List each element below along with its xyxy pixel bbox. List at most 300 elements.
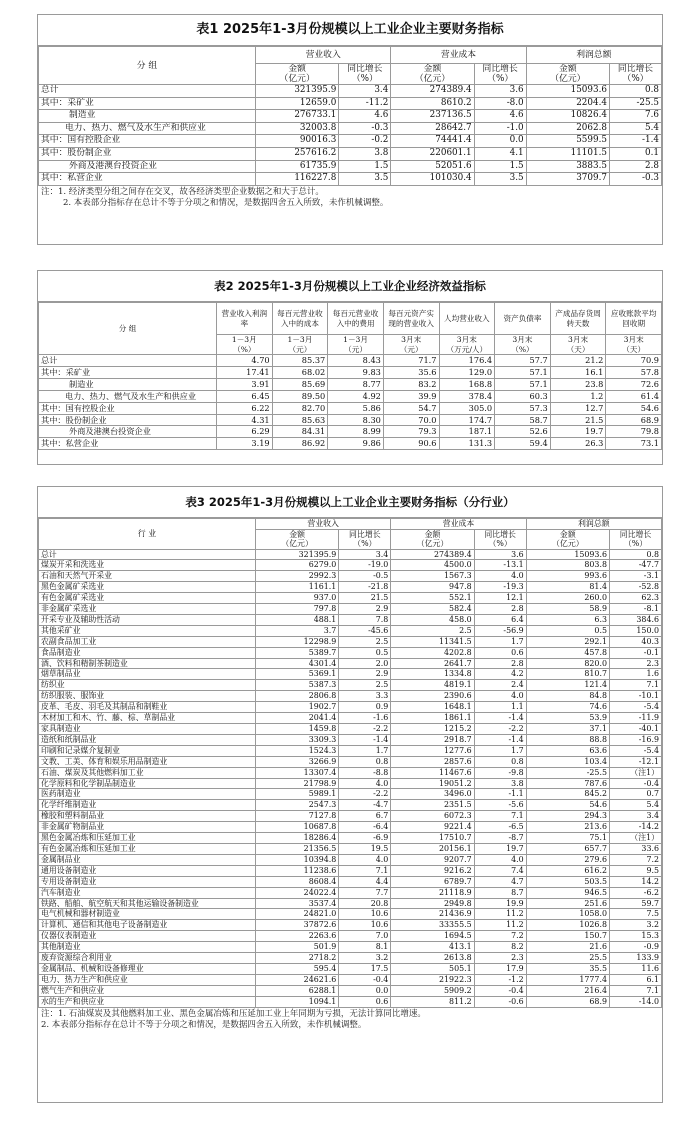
table-row bbox=[39, 898, 662, 909]
cell-value: 14.2 bbox=[609, 876, 661, 887]
table-1-title: 表1 2025年1-3月份规模以上工业企业主要财务指标 bbox=[38, 15, 662, 46]
cell-value: 10687.8 bbox=[256, 822, 339, 833]
cell-value: 9207.7 bbox=[391, 854, 474, 865]
subheader-amount-unit: （亿元） bbox=[550, 74, 586, 84]
cell-value: 13307.4 bbox=[256, 767, 339, 778]
cell-value: 25.5 bbox=[526, 953, 609, 964]
cell-value: 28642.7 bbox=[391, 122, 474, 135]
cell-value: 15.3 bbox=[609, 931, 661, 942]
cell-value: 1.1 bbox=[474, 702, 526, 713]
cell-value: 8610.2 bbox=[391, 97, 474, 110]
cell-value: 457.8 bbox=[526, 647, 609, 658]
period-label: 3月末 bbox=[456, 335, 477, 344]
table-row bbox=[39, 614, 662, 625]
cell-value: 17.5 bbox=[339, 963, 391, 974]
cell-value: 2062.8 bbox=[526, 122, 609, 135]
table-row bbox=[39, 985, 662, 996]
row-label: 农副食品加工业 bbox=[39, 636, 256, 647]
cell-value: -16.9 bbox=[609, 734, 661, 745]
cell-value: 176.4 bbox=[439, 355, 495, 367]
table-row bbox=[39, 625, 662, 636]
cell-value: 1058.0 bbox=[526, 909, 609, 920]
cell-value: 19.7 bbox=[474, 843, 526, 854]
cell-value: 3.4 bbox=[339, 85, 391, 98]
subheader-yoy-unit: （%） bbox=[622, 74, 649, 84]
row-label: 其中：股份制企业 bbox=[39, 414, 217, 426]
cell-value: 2351.5 bbox=[391, 800, 474, 811]
cell-value: 53.9 bbox=[526, 713, 609, 724]
cell-value: 803.8 bbox=[526, 560, 609, 571]
table-row bbox=[39, 756, 662, 767]
cell-value: 37.1 bbox=[526, 724, 609, 735]
table-1 bbox=[37, 14, 663, 245]
cell-value: 6.3 bbox=[526, 614, 609, 625]
cell-value: 70.0 bbox=[383, 414, 439, 426]
cell-value: 279.6 bbox=[526, 854, 609, 865]
row-label: 皮革、毛皮、羽毛及其制品和制鞋业 bbox=[39, 702, 256, 713]
cell-value: 68.02 bbox=[272, 366, 328, 378]
table-row bbox=[39, 402, 662, 414]
cell-value: 1094.1 bbox=[256, 996, 339, 1007]
subheader-yoy-label: 同比增长 bbox=[619, 529, 652, 539]
cell-value: -19.3 bbox=[474, 582, 526, 593]
unit-label: （天） bbox=[566, 344, 590, 354]
cell-value: 11341.5 bbox=[391, 636, 474, 647]
cell-value: 458.0 bbox=[391, 614, 474, 625]
cell-value: 797.8 bbox=[256, 604, 339, 615]
cell-value: 81.4 bbox=[526, 582, 609, 593]
cell-value: -14.0 bbox=[609, 996, 661, 1007]
table-row bbox=[39, 691, 662, 702]
cell-value: 24821.0 bbox=[256, 909, 339, 920]
cell-value: -8.7 bbox=[474, 833, 526, 844]
cell-value: 7.0 bbox=[339, 931, 391, 942]
cell-value: -6.2 bbox=[609, 887, 661, 898]
cell-value: 2263.6 bbox=[256, 931, 339, 942]
cell-value: -2.2 bbox=[474, 724, 526, 735]
cell-value: 61.4 bbox=[606, 390, 662, 402]
table-row bbox=[39, 414, 662, 426]
table-row bbox=[39, 636, 662, 647]
cell-value: 0.0 bbox=[474, 135, 526, 148]
cell-value: 3.7 bbox=[256, 625, 339, 636]
col-header-cost: 营业成本 bbox=[391, 47, 526, 64]
table-row bbox=[39, 669, 662, 680]
cell-value: 12.7 bbox=[550, 402, 606, 414]
col-period bbox=[439, 335, 495, 355]
cell-value: 413.1 bbox=[391, 942, 474, 953]
table-row bbox=[39, 767, 662, 778]
table-row bbox=[39, 702, 662, 713]
cell-value: 8.30 bbox=[328, 414, 384, 426]
cell-value: 21.5 bbox=[339, 593, 391, 604]
cell-value: 3.8 bbox=[474, 778, 526, 789]
cell-value: 5989.1 bbox=[256, 789, 339, 800]
cell-value: -11.9 bbox=[609, 713, 661, 724]
unit-label: （元） bbox=[399, 344, 423, 354]
col-header: 资产负债率 bbox=[495, 303, 551, 335]
cell-value: 52051.6 bbox=[391, 160, 474, 173]
cell-value: 19.9 bbox=[474, 898, 526, 909]
row-label: 石油、煤炭及其他燃料加工业 bbox=[39, 767, 256, 778]
subheader-yoy-label: 同比增长 bbox=[347, 64, 383, 74]
cell-value: 993.6 bbox=[526, 571, 609, 582]
cell-value: 24022.4 bbox=[256, 887, 339, 898]
cell-value: 4.0 bbox=[339, 854, 391, 865]
cell-value: 3496.0 bbox=[391, 789, 474, 800]
subheader-yoy bbox=[339, 64, 391, 85]
cell-value: 11467.6 bbox=[391, 767, 474, 778]
group-header: 分 组 bbox=[39, 303, 217, 355]
cell-value: 54.7 bbox=[383, 402, 439, 414]
row-label: 印刷和记录媒介复制业 bbox=[39, 745, 256, 756]
cell-value: 15093.6 bbox=[526, 85, 609, 98]
row-label: 电力、热力生产和供应业 bbox=[39, 974, 256, 985]
cell-value: -5.4 bbox=[609, 745, 661, 756]
table-2-title: 表2 2025年1-3月份规模以上工业企业经济效益指标 bbox=[38, 271, 662, 302]
cell-value: 68.9 bbox=[606, 414, 662, 426]
cell-value: -25.5 bbox=[526, 767, 609, 778]
subheader-yoy-label: 同比增长 bbox=[617, 64, 654, 74]
col-period bbox=[550, 335, 606, 355]
cell-value: 2390.6 bbox=[391, 691, 474, 702]
cell-value: 6.22 bbox=[217, 402, 273, 414]
row-label: 纺织服装、服饰业 bbox=[39, 691, 256, 702]
cell-value: 75.1 bbox=[526, 833, 609, 844]
table-row bbox=[39, 789, 662, 800]
subheader-amount bbox=[391, 64, 474, 85]
cell-value: 20.8 bbox=[339, 898, 391, 909]
cell-value: 8.77 bbox=[328, 378, 384, 390]
cell-value: 787.6 bbox=[526, 778, 609, 789]
group-header: 分 组 bbox=[39, 47, 256, 85]
cell-value: 4.1 bbox=[474, 147, 526, 160]
cell-value: 2547.3 bbox=[256, 800, 339, 811]
cell-value: 85.37 bbox=[272, 355, 328, 367]
table-row bbox=[39, 426, 662, 438]
table-row bbox=[39, 647, 662, 658]
cell-value: -0.5 bbox=[339, 571, 391, 582]
cell-value: 1648.1 bbox=[391, 702, 474, 713]
row-label: 铁路、船舶、航空航天和其他运输设备制造业 bbox=[39, 898, 256, 909]
row-label: 废弃资源综合利用业 bbox=[39, 953, 256, 964]
cell-value: 0.8 bbox=[474, 756, 526, 767]
row-label: 其中：采矿业 bbox=[39, 366, 217, 378]
cell-value: 1.7 bbox=[474, 636, 526, 647]
cell-value: 947.8 bbox=[391, 582, 474, 593]
subheader-yoy-label: 同比增长 bbox=[482, 64, 518, 74]
cell-value: 4.0 bbox=[474, 691, 526, 702]
note-line: 2. 本表部分指标存在总计不等于分项之和情况，是数据四舍五入所致，未作机械调整。 bbox=[63, 198, 389, 209]
cell-value: 7.5 bbox=[609, 909, 661, 920]
cell-value: 3.4 bbox=[609, 811, 661, 822]
cell-value: 321395.9 bbox=[256, 549, 339, 560]
cell-value: 2.8 bbox=[474, 604, 526, 615]
cell-value: 17.9 bbox=[474, 963, 526, 974]
cell-value: 294.3 bbox=[526, 811, 609, 822]
cell-value: 35.5 bbox=[526, 963, 609, 974]
cell-value: 1026.8 bbox=[526, 920, 609, 931]
cell-value: 15093.6 bbox=[526, 549, 609, 560]
cell-value: 9.86 bbox=[328, 438, 384, 450]
cell-value: 1.2 bbox=[550, 390, 606, 402]
cell-value: 2.8 bbox=[474, 658, 526, 669]
cell-value: 5389.7 bbox=[256, 647, 339, 658]
cell-value: 1215.2 bbox=[391, 724, 474, 735]
cell-value: 3.3 bbox=[339, 691, 391, 702]
row-label: 木材加工和木、竹、藤、棕、草制品业 bbox=[39, 713, 256, 724]
cell-value: 57.7 bbox=[495, 355, 551, 367]
cell-value: 85.63 bbox=[272, 414, 328, 426]
cell-value: 6072.3 bbox=[391, 811, 474, 822]
cell-value: 5909.2 bbox=[391, 985, 474, 996]
cell-value: 1524.3 bbox=[256, 745, 339, 756]
subheader-amount-unit: （亿元） bbox=[552, 539, 584, 548]
cell-value: 59.4 bbox=[495, 438, 551, 450]
cell-value: 60.3 bbox=[495, 390, 551, 402]
cell-value: 37872.6 bbox=[256, 920, 339, 931]
table-row bbox=[39, 680, 662, 691]
table-row bbox=[39, 843, 662, 854]
row-label: 水的生产和供应业 bbox=[39, 996, 256, 1007]
note-line: 2. 本表部分指标存在总计不等于分项之和情况，是数据四舍五入所致，未作机械调整。 bbox=[41, 1020, 367, 1031]
cell-value: 937.0 bbox=[256, 593, 339, 604]
table-row bbox=[39, 390, 662, 402]
table-row bbox=[39, 974, 662, 985]
cell-value: 103.4 bbox=[526, 756, 609, 767]
col-header-profit: 利润总额 bbox=[526, 519, 661, 530]
cell-value: 582.4 bbox=[391, 604, 474, 615]
subheader-yoy-label: 同比增长 bbox=[349, 529, 381, 539]
subheader-amount-label: 金额 bbox=[424, 529, 441, 539]
cell-value: 21356.5 bbox=[256, 843, 339, 854]
cell-value: -9.8 bbox=[474, 767, 526, 778]
cell-value: 129.0 bbox=[439, 366, 495, 378]
note-line: 注：1. 石油煤炭及其他燃料加工业、黑色金属冶炼和压延加工业上年同期为亏损，无法计算同比增速。 bbox=[41, 1008, 426, 1019]
cell-value: 101030.4 bbox=[391, 173, 474, 186]
cell-value: 1161.1 bbox=[256, 582, 339, 593]
cell-value: 1.7 bbox=[474, 745, 526, 756]
unit-label: （%） bbox=[511, 344, 534, 354]
cell-value: 4202.8 bbox=[391, 647, 474, 658]
cell-value: 9.83 bbox=[328, 366, 384, 378]
cell-value: 11.2 bbox=[474, 909, 526, 920]
cell-value: 505.1 bbox=[391, 963, 474, 974]
table-row bbox=[39, 996, 662, 1007]
cell-value: 84.8 bbox=[526, 691, 609, 702]
cell-value: -0.4 bbox=[474, 985, 526, 996]
row-label: 其他制造业 bbox=[39, 942, 256, 953]
cell-value: 1.7 bbox=[339, 745, 391, 756]
row-label: 专用设备制造业 bbox=[39, 876, 256, 887]
cell-value: 7.1 bbox=[609, 985, 661, 996]
table-row bbox=[39, 147, 662, 160]
cell-value: 5599.5 bbox=[526, 135, 609, 148]
cell-value: 74.6 bbox=[526, 702, 609, 713]
cell-value: 2041.4 bbox=[256, 713, 339, 724]
cell-value: 21922.3 bbox=[391, 974, 474, 985]
cell-value: 121.4 bbox=[526, 680, 609, 691]
table-row bbox=[39, 110, 662, 123]
cell-value: 4.0 bbox=[474, 854, 526, 865]
period-label: 3月末 bbox=[401, 335, 422, 344]
cell-value: -8.0 bbox=[474, 97, 526, 110]
cell-value: 10.6 bbox=[339, 909, 391, 920]
cell-value: 17.41 bbox=[217, 366, 273, 378]
row-label: 外商及港澳台投资企业 bbox=[39, 426, 217, 438]
industry-header: 行 业 bbox=[39, 519, 256, 550]
unit-label: （元） bbox=[344, 344, 367, 354]
cell-value: -40.1 bbox=[609, 724, 661, 735]
cell-value: 57.1 bbox=[495, 378, 551, 390]
cell-value: -19.0 bbox=[339, 560, 391, 571]
cell-value: 7.1 bbox=[339, 865, 391, 876]
cell-value: -56.9 bbox=[474, 625, 526, 636]
cell-value: 0.0 bbox=[339, 985, 391, 996]
cell-value: 276733.1 bbox=[256, 110, 339, 123]
row-label: 电气机械和器材制造业 bbox=[39, 909, 256, 920]
row-label: 制造业 bbox=[39, 378, 217, 390]
cell-value: 8.43 bbox=[328, 355, 384, 367]
cell-value: 12298.9 bbox=[256, 636, 339, 647]
cell-value: 57.3 bbox=[495, 402, 551, 414]
cell-value: 6.1 bbox=[609, 974, 661, 985]
cell-value: 946.5 bbox=[526, 887, 609, 898]
cell-value: -10.1 bbox=[609, 691, 661, 702]
subheader-amount-unit: （亿元） bbox=[414, 74, 451, 84]
cell-value: 52.6 bbox=[495, 426, 551, 438]
col-period bbox=[495, 335, 551, 355]
cell-value: 17510.7 bbox=[391, 833, 474, 844]
subheader-amount bbox=[526, 64, 609, 85]
table-row bbox=[39, 876, 662, 887]
table-row bbox=[39, 745, 662, 756]
cell-value: （注1） bbox=[609, 833, 661, 844]
subheader-amount bbox=[391, 529, 474, 549]
cell-value: 54.6 bbox=[606, 402, 662, 414]
table-row bbox=[39, 833, 662, 844]
cell-value: -1.4 bbox=[609, 135, 661, 148]
cell-value: 150.0 bbox=[609, 625, 661, 636]
table-row bbox=[39, 931, 662, 942]
row-label: 纺织业 bbox=[39, 680, 256, 691]
cell-value: 12659.0 bbox=[256, 97, 339, 110]
cell-value: 237136.5 bbox=[391, 110, 474, 123]
subheader-amount bbox=[256, 529, 339, 549]
period-label: 1－3月 bbox=[287, 335, 313, 344]
row-label: 总计 bbox=[39, 355, 217, 367]
cell-value: 2918.7 bbox=[391, 734, 474, 745]
cell-value: 1334.8 bbox=[391, 669, 474, 680]
cell-value: 811.2 bbox=[391, 996, 474, 1007]
cell-value: -1.4 bbox=[474, 713, 526, 724]
cell-value: 0.6 bbox=[339, 996, 391, 1007]
cell-value: 187.1 bbox=[439, 426, 495, 438]
cell-value: 4.4 bbox=[339, 876, 391, 887]
cell-value: 90.6 bbox=[383, 438, 439, 450]
cell-value: -0.4 bbox=[339, 974, 391, 985]
cell-value: -13.1 bbox=[474, 560, 526, 571]
cell-value: 16.1 bbox=[550, 366, 606, 378]
cell-value: 150.7 bbox=[526, 931, 609, 942]
cell-value: 9221.4 bbox=[391, 822, 474, 833]
subheader-yoy bbox=[609, 64, 661, 85]
table-row bbox=[39, 724, 662, 735]
cell-value: 3.2 bbox=[339, 953, 391, 964]
cell-value: 7.6 bbox=[609, 110, 661, 123]
cell-value: 83.2 bbox=[383, 378, 439, 390]
cell-value: 4.6 bbox=[339, 110, 391, 123]
cell-value: 4.0 bbox=[339, 778, 391, 789]
col-period bbox=[328, 335, 384, 355]
cell-value: 7.7 bbox=[339, 887, 391, 898]
cell-value: 11.6 bbox=[609, 963, 661, 974]
cell-value: 6789.7 bbox=[391, 876, 474, 887]
subheader-amount-label: 金额 bbox=[559, 64, 577, 74]
cell-value: -14.2 bbox=[609, 822, 661, 833]
cell-value: 2.5 bbox=[339, 636, 391, 647]
cell-value: -1.0 bbox=[474, 122, 526, 135]
cell-value: -12.1 bbox=[609, 756, 661, 767]
cell-value: 21118.9 bbox=[391, 887, 474, 898]
table-row bbox=[39, 920, 662, 931]
cell-value: -5.6 bbox=[474, 800, 526, 811]
col-header: 每百元营业收入中的成本 bbox=[272, 303, 328, 335]
col-period bbox=[217, 335, 273, 355]
cell-value: -1.1 bbox=[474, 789, 526, 800]
cell-value: 21.2 bbox=[550, 355, 606, 367]
cell-value: 0.8 bbox=[609, 85, 661, 98]
subheader-yoy-unit: （%） bbox=[623, 539, 648, 548]
cell-value: 4.7 bbox=[474, 876, 526, 887]
col-header: 每百元资产实现的营业收入 bbox=[383, 303, 439, 335]
col-period bbox=[272, 335, 328, 355]
row-label: 仪器仪表制造业 bbox=[39, 931, 256, 942]
cell-value: 6288.1 bbox=[256, 985, 339, 996]
row-label: 其他采矿业 bbox=[39, 625, 256, 636]
cell-value: 19051.2 bbox=[391, 778, 474, 789]
table-1-notes bbox=[38, 186, 662, 211]
table-3-notes bbox=[38, 1008, 662, 1033]
cell-value: 2.9 bbox=[339, 669, 391, 680]
cell-value: 8.1 bbox=[339, 942, 391, 953]
cell-value: 24621.6 bbox=[256, 974, 339, 985]
row-label: 化学纤维制造业 bbox=[39, 800, 256, 811]
subheader-yoy bbox=[474, 64, 526, 85]
cell-value: 552.1 bbox=[391, 593, 474, 604]
cell-value: 4500.0 bbox=[391, 560, 474, 571]
cell-value: 2857.6 bbox=[391, 756, 474, 767]
subheader-yoy-unit: （%） bbox=[488, 539, 512, 548]
cell-value: 3309.3 bbox=[256, 734, 339, 745]
table-2-grid bbox=[38, 302, 662, 450]
row-label: 酒、饮料和精制茶制造业 bbox=[39, 658, 256, 669]
table-3-title: 表3 2025年1-3月份规模以上工业企业主要财务指标（分行业） bbox=[38, 487, 662, 518]
cell-value: 845.2 bbox=[526, 789, 609, 800]
subheader-yoy bbox=[339, 529, 391, 549]
col-header: 营业收入利润率 bbox=[217, 303, 273, 335]
table-row bbox=[39, 604, 662, 615]
cell-value: -45.6 bbox=[339, 625, 391, 636]
cell-value: -1.2 bbox=[474, 974, 526, 985]
col-header: 人均营业收入 bbox=[439, 303, 495, 335]
subheader-yoy-label: 同比增长 bbox=[484, 529, 516, 539]
table-row bbox=[39, 571, 662, 582]
row-label: 汽车制造业 bbox=[39, 887, 256, 898]
cell-value: 2.5 bbox=[339, 680, 391, 691]
subheader-yoy-unit: （%） bbox=[353, 539, 377, 548]
cell-value: 3.6 bbox=[474, 549, 526, 560]
